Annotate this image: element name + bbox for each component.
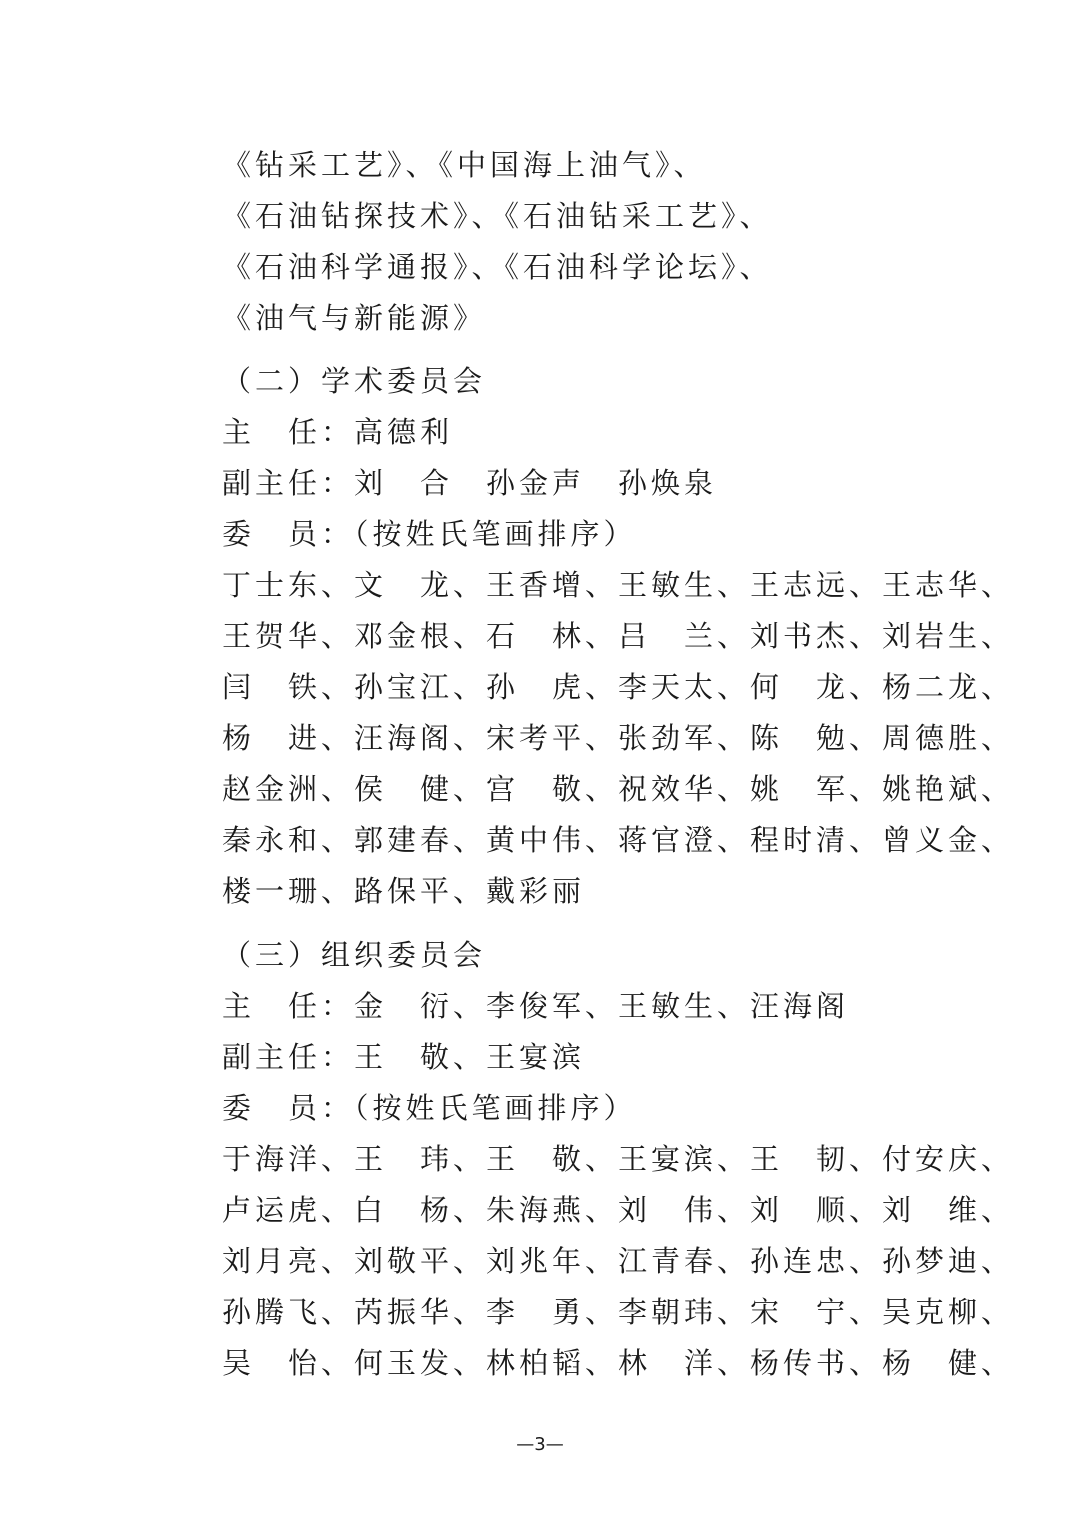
member-line: 楼一珊、路保平、戴彩丽 [222,874,586,908]
journal-line: 《油气与新能源》 [222,301,487,335]
member-line: 秦永和、郭建春、黄中伟、蒋官澄、程时清、曾义金、 [222,823,1015,857]
member-line: 于海洋、王 玮、王 敬、王宴滨、王 韧、付安庆、 [222,1142,1015,1176]
page-number: —3— [516,1434,564,1455]
journal-line: 《石油钻探技术》、《石油钻采工艺》、 [222,199,773,233]
member-line: 吴 怡、何玉发、林柏韬、林 洋、杨传书、杨 健、 [222,1346,1015,1380]
journal-line: 《石油科学通报》、《石油科学论坛》、 [222,250,773,284]
journal-line: 《钻采工艺》、《中国海上油气》、 [222,148,707,182]
academic-members-label: 委 员：（按姓氏笔画排序） [222,517,637,551]
academic-deputy: 副主任：刘 合 孙金声 孙焕泉 [222,466,718,500]
academic-committee-section [222,356,1015,917]
journal-list [222,140,922,344]
member-line: 赵金洲、侯 健、宫 敬、祝效华、姚 军、姚艳斌、 [222,772,1015,806]
member-line: 丁士东、文 龙、王香增、王敏生、王志远、王志华、 [222,568,1015,602]
organizing-deputy: 副主任：王 敬、王宴滨 [222,1040,586,1074]
member-line: 卢运虎、白 杨、朱海燕、刘 伟、刘 顺、刘 维、 [222,1193,1015,1227]
organizing-members-label: 委 员：（按姓氏笔画排序） [222,1091,637,1125]
page-content [222,140,1015,1389]
member-line: 王贺华、邓金根、石 林、吕 兰、刘书杰、刘岩生、 [222,619,1015,653]
section-heading-academic: （二）学术委员会 [222,364,487,398]
member-line: 闫 铁、孙宝江、孙 虎、李天太、何 龙、杨二龙、 [222,670,1015,704]
academic-director: 主 任：高德利 [222,415,454,449]
member-line: 孙腾飞、芮振华、李 勇、李朝玮、宋 宁、吴克柳、 [222,1295,1015,1329]
organizing-committee-section [222,930,1015,1389]
section-heading-organizing: （三）组织委员会 [222,938,487,972]
organizing-director: 主 任：金 衍、李俊军、王敏生、汪海阁 [222,989,850,1023]
member-line: 刘月亮、刘敬平、刘兆年、江青春、孙连忠、孙梦迪、 [222,1244,1015,1278]
member-line: 杨 进、汪海阁、宋考平、张劲军、陈 勉、周德胜、 [222,721,1015,755]
